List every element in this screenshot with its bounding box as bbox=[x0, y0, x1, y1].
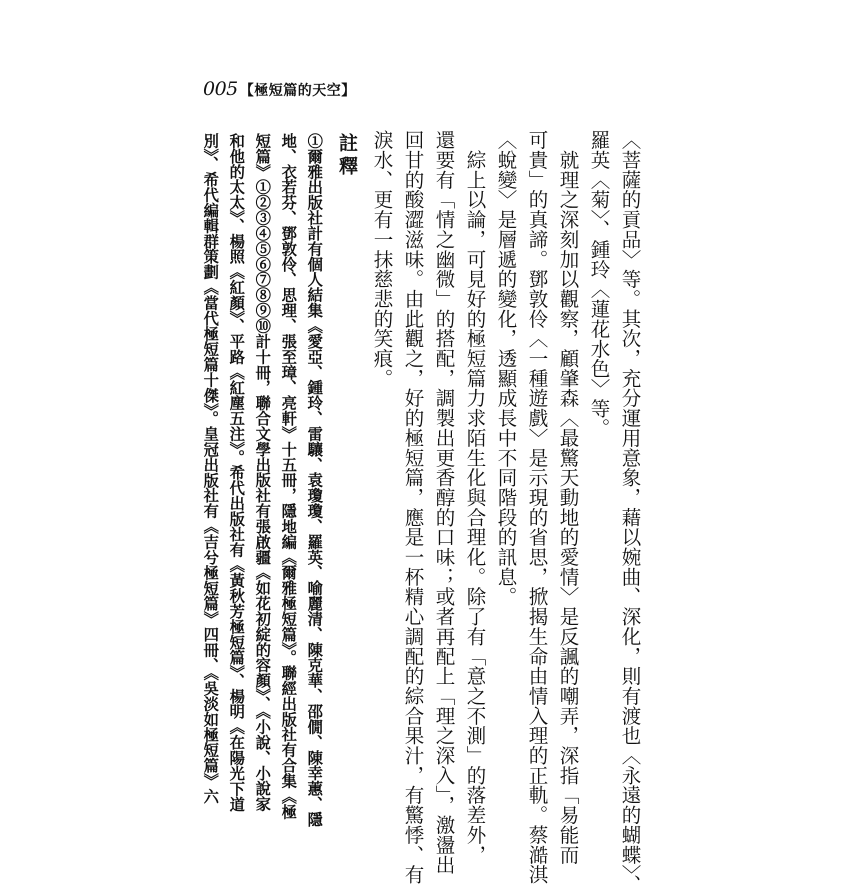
running-header bbox=[203, 78, 356, 100]
notes-heading: 註釋 bbox=[336, 133, 358, 179]
body-column: 淚水、更有一抹慈悲的笑痕。 bbox=[370, 130, 394, 389]
book-title: 【極短篇的天空】 bbox=[239, 83, 356, 99]
body-column: 可貴」的真諦。鄧敦伶〈一種遊戲〉是示現的省思，掀揭生命由情入理的正軌。蔡澔淇 bbox=[525, 130, 549, 885]
body-column: 就理之深刻加以觀察，顧肇森〈最驚天動地的愛情〉是反諷的嘲弄，深指「易能而 bbox=[556, 130, 580, 865]
note-column: 地、衣若芬、鄧敦伶、思理、張至璋、亮軒》十五冊，隱地編《爾雅極短篇》。聯經出版社有合集《極 bbox=[279, 133, 298, 820]
note-column: 別》、希代編輯群策劃《當代極短篇十傑》。皇冠出版社有《吉兮極短篇》四冊、《吳淡如極短篇》六 bbox=[201, 133, 220, 804]
note-column: ①爾雅出版社計有個人結集《愛亞、鍾玲、雷驤、袁瓊瓊、羅英、喻麗清、陳克華、邵僩、陳幸蕙、隱 bbox=[305, 133, 324, 827]
note-column: 和他的太太》、楊照《紅顏》、平路《紅塵五注》。希代出版社有《黃秋芳極短篇》、楊明《在陽光下道 bbox=[227, 133, 246, 812]
body-column: 〈蛻變〉是層遞的變化，透顯成長中不同階段的訊息。 bbox=[494, 130, 518, 607]
body-column: 回甘的酸澀滋味。由此觀之，好的極短篇，應是一杯精心調配的綜合果汁，有驚悸、有 bbox=[401, 130, 425, 885]
page-number: 005 bbox=[203, 78, 238, 100]
body-column: 〈菩薩的貢品〉等。其次，充分運用意象，藉以婉曲、深化，則有渡也〈永遠的蝴蝶〉、 bbox=[618, 130, 642, 894]
note-column: 短篇》①②③④⑤⑥⑦⑧⑨⑩計十冊，聯合文學出版社有張啟疆《如花初綻的容顏》、《小說、小說家 bbox=[253, 133, 272, 812]
body-column: 綜上以論，可見好的極短篇力求陌生化與合理化。除了有「意之不測」的落差外， bbox=[463, 130, 487, 865]
body-column: 羅英〈菊〉、鍾玲〈蓮花水色〉等。 bbox=[587, 130, 611, 438]
body-column: 還要有「情之幽微」的搭配，調製出更香醇的口味；或者再配上「理之深入」，激盪出 bbox=[432, 130, 456, 875]
